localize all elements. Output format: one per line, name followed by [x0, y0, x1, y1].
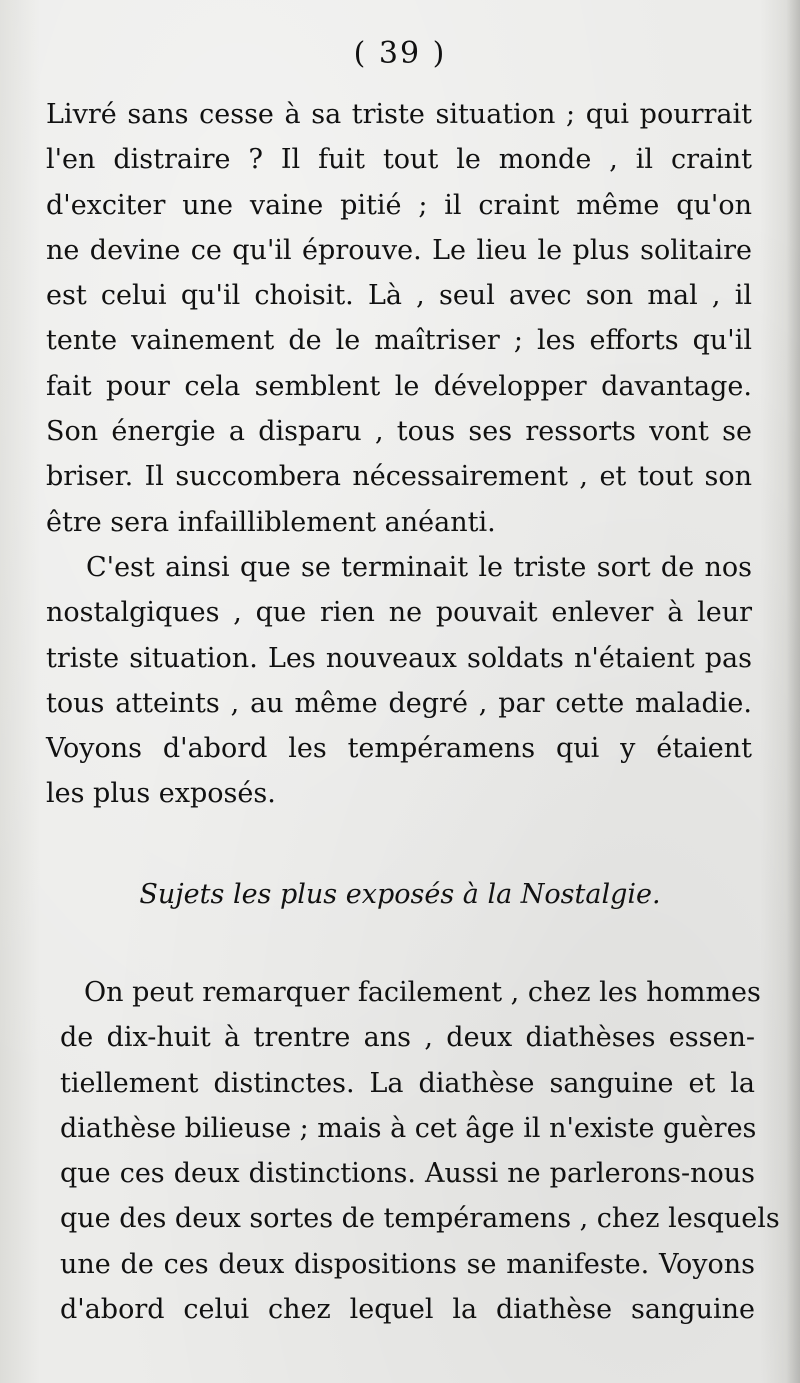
text-line: On peut remarquer facilement , chez les hommes — [84, 977, 761, 1008]
body-text-lower — [60, 970, 780, 1332]
text-line: fait pour cela semblent le développer davantage. — [46, 370, 752, 402]
text-line: diathèse bilieuse ; mais à cet âge il n'existe guères — [60, 1112, 757, 1144]
section-heading: Sujets les plus exposés à la Nostalgie. — [139, 879, 661, 910]
text-line: Son énergie a disparu , tous ses ressorts vont se — [46, 416, 752, 448]
body-text-upper — [46, 92, 752, 817]
text-line: tente vainement de le maîtriser ; les efforts qu'il — [46, 325, 752, 357]
text-line: que ces deux distinctions. Aussi ne parlerons-nous — [60, 1158, 755, 1190]
text-line: tiellement distinctes. La diathèse sanguine et la — [60, 1067, 755, 1099]
text-line: triste situation. Les nouveaux soldats n'étaient pas — [46, 642, 752, 674]
text-line: Livré sans cesse à sa triste situation ; qui pourrait — [46, 99, 752, 130]
text-line: que des deux sortes de tempéramens , chez lesquels — [60, 1203, 780, 1235]
page-edge-shadow — [786, 0, 800, 1383]
text-line: une de ces deux dispositions se manifeste. Voyons — [60, 1248, 755, 1280]
page-number: ( 39 ) — [353, 36, 447, 71]
text-line: est celui qu'il choisit. Là , seul avec son mal , il — [46, 280, 752, 312]
text-line: l'en distraire ? Il fuit tout le monde , il craint — [46, 144, 752, 176]
text-line: de dix-huit à trentre ans , deux diathèses essen- — [60, 1022, 755, 1054]
text-line: d'exciter une vaine pitié ; il craint même qu'on — [46, 189, 752, 221]
text-line: nostalgiques , que rien ne pouvait enlever à leur — [46, 597, 752, 629]
text-line: ne devine ce qu'il éprouve. Le lieu le plus solitaire — [46, 234, 752, 266]
text-line: être sera infailliblement anéanti. — [46, 506, 496, 538]
text-line: tous atteints , au même degré , par cette maladie. — [46, 687, 752, 719]
text-line: Voyons d'abord les tempéramens qui y étaient — [46, 733, 752, 765]
text-line: C'est ainsi que se terminait le triste sort de nos — [86, 551, 752, 583]
text-line: d'abord celui chez lequel la diathèse sanguine — [60, 1294, 755, 1326]
text-line: les plus exposés. — [46, 778, 276, 810]
text-line: briser. Il succombera nécessairement , et tout son — [46, 461, 752, 493]
